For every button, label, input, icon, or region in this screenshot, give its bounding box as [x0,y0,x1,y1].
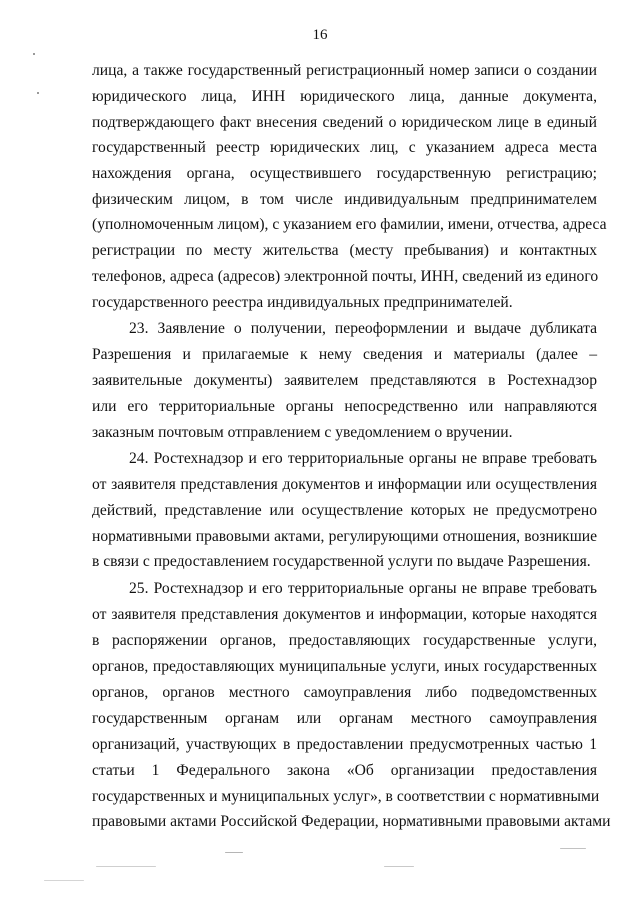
text-line: заявительные документы) заявителем представляются в Ростехнадзор [92,372,597,389]
scan-speck [44,880,84,881]
text-line: статьи 1 Федерального закона «Об организации предоставления [92,762,597,779]
text-line: в связи с предоставлением государственной услуги по выдаче Разрешения. [92,553,591,570]
text-line: в распоряжении органов, предоставляющих государственные услуги, [92,632,597,649]
text-line: юридического лица, ИНН юридического лица, данные документа, [92,88,597,105]
scan-speck [384,866,414,867]
text-line: регистрации по месту жительства (месту пребывания) и контактных [92,242,597,259]
text-line: физическим лицом, в том числе индивидуальным предпринимателем [92,191,597,208]
text-line: лица, а также государственный регистрационный номер записи о создании [92,62,597,79]
text-line: от заявителя представления документов и информации или осуществления [92,476,597,493]
text-line: органов, органов местного самоуправления либо подведомственных [92,684,597,701]
scan-speck [560,848,586,849]
text-line: государственного реестра индивидуальных предпринимателей. [92,294,513,311]
text-line: заказным почтовым отправлением с уведомлением о вручении. [92,424,513,441]
text-line: телефонов, адреса (адресов) электронной почты, ИНН, сведений из единого [92,268,599,285]
paragraph-25-first-line: 25. Ростехнадзор и его территориальные органы не вправе требовать [129,580,597,597]
scan-speck [225,852,243,853]
paragraph-24-first-line: 24. Ростехнадзор и его территориальные органы не вправе требовать [129,450,597,467]
text-line: действий, представление или осуществление которых не предусмотрено [92,502,597,519]
text-line: нахождения органа, осуществившего государственную регистрацию; [92,165,597,182]
text-line: нормативными правовыми актами, регулирующими отношения, возникшие [92,528,597,545]
text-line: (уполномоченным лицом), с указанием его фамилии, имени, отчества, адреса [92,216,607,233]
page-number: 16 [312,27,328,43]
scan-speck [33,53,35,55]
text-line: государственным органам или органам местного самоуправления [92,710,597,727]
paragraph-23-first-line: 23. Заявление о получении, переоформлении и выдаче дубликата [129,320,597,337]
text-line: или его территориальные органы непосредственно или направляются [92,398,597,415]
scan-speck [37,92,39,94]
text-line: органов, предоставляющих муниципальные услуги, иных государственных [92,658,597,675]
text-line: подтверждающего факт внесения сведений о юридическом лице в единый [92,114,597,131]
text-line: от заявителя представления документов и информации, которые находятся [92,606,597,623]
text-line: правовыми актами Российской Федерации, нормативными правовыми актами [92,813,611,830]
text-line: государственный реестр юридических лиц, с указанием адреса места [92,139,597,156]
text-line: государственных и муниципальных услуг», в соответствии с нормативными [92,788,600,805]
text-line: организаций, участвующих в предоставлении предусмотренных частью 1 [92,736,597,753]
text-line: Разрешения и прилагаемые к нему сведения и материалы (далее – [92,346,597,363]
scan-speck [96,866,156,867]
